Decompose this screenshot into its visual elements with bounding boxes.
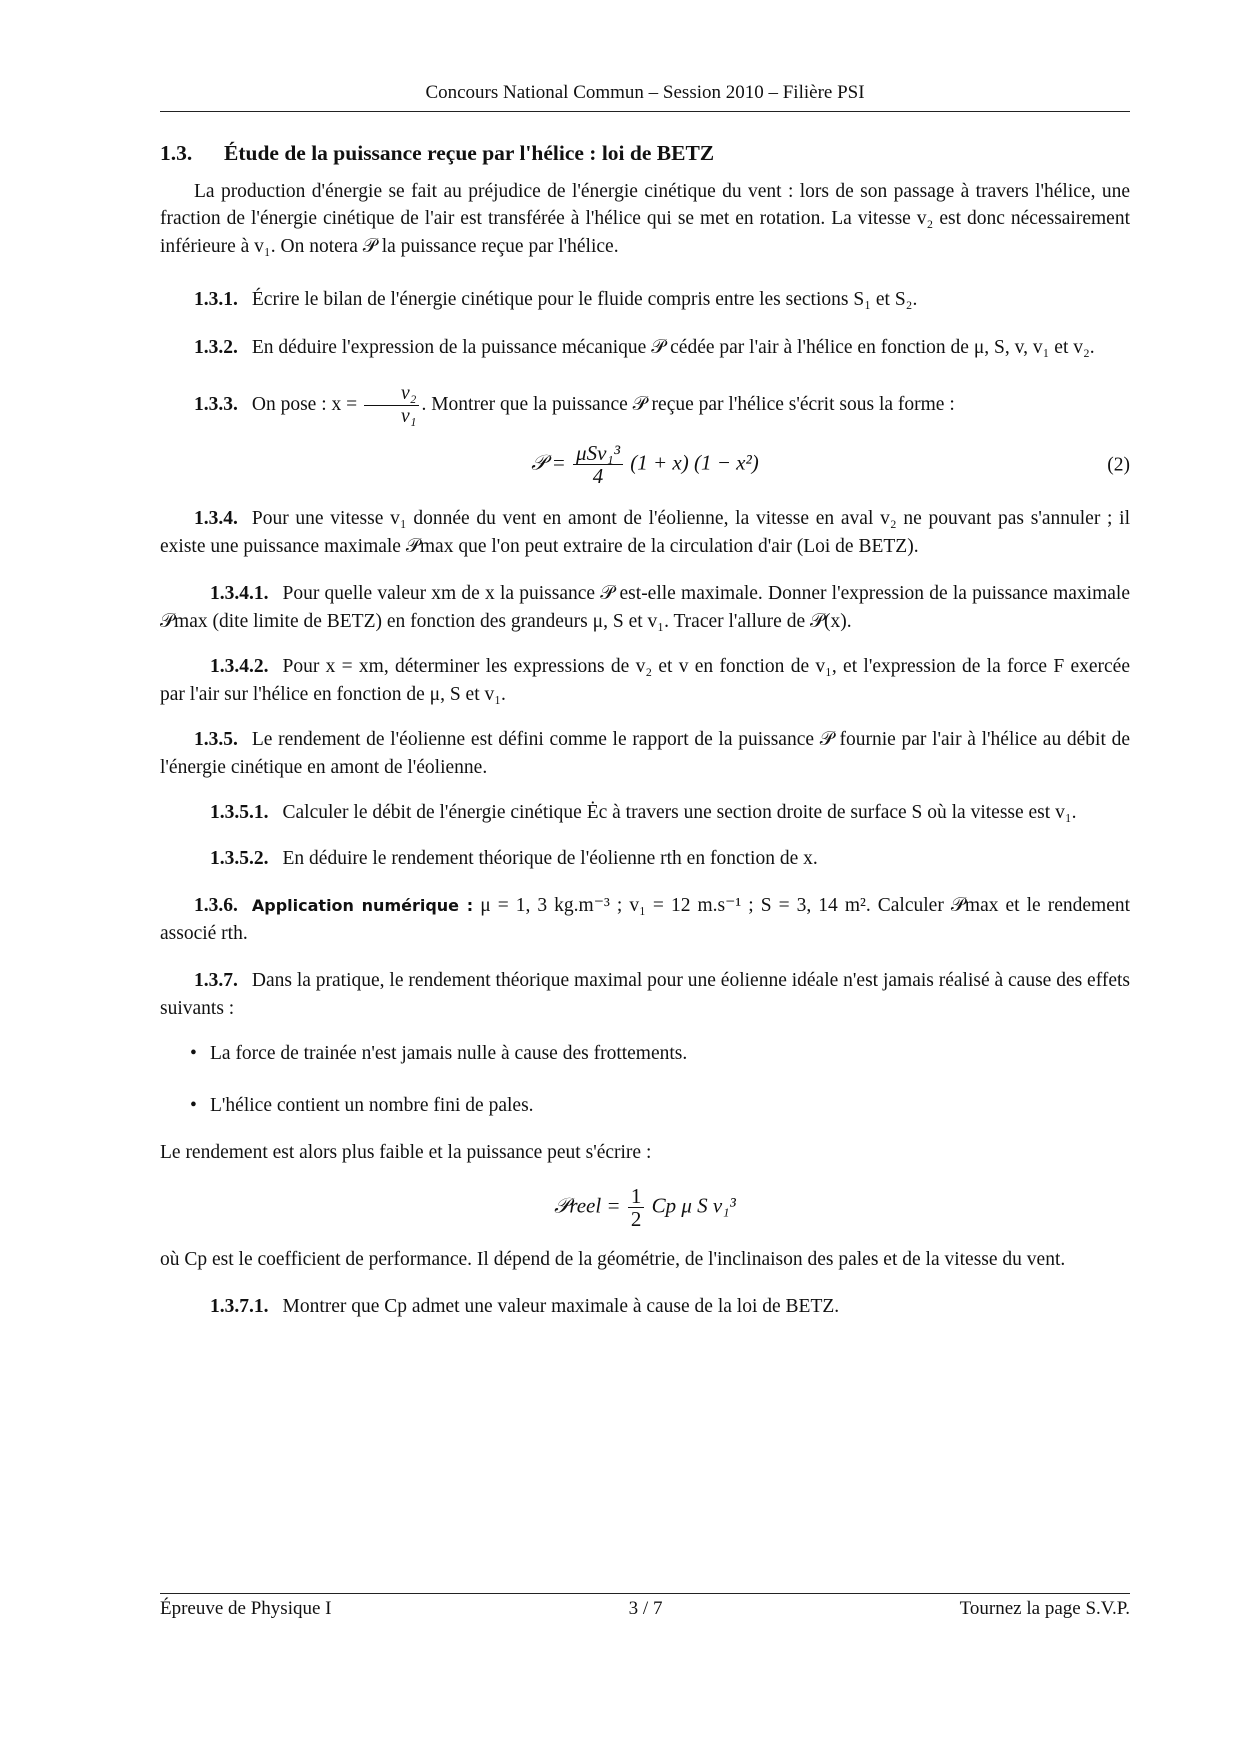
footer-left: Épreuve de Physique I [160,1598,332,1619]
list-item: • La force de trainée n'est jamais nulle à cause des frottements. [190,1040,1130,1068]
question-1-3-2 [160,334,1130,362]
question-text: Dans la pratique, le rendement théorique maximal pour une éolienne idéale n'est jamais réalisé à cause des effets suivants : [160,970,1131,1019]
question-text: Écrire le bilan de l'énergie cinétique pour le fluide compris entre les sections S₁ et S₂. [251,289,918,310]
question-text-b: . Montrer que la puissance 𝒫 reçue par l'hélice s'écrit sous la forme : [421,393,955,415]
question-text: Le rendement de l'éolienne est défini comme le rapport de la puissance 𝒫 fournie par l'air à l'hélice au débit de l'énergie cinétique en amont de l'éolienne. [160,729,1130,778]
application-label: Application numérique : [251,896,474,915]
question-text: μ = 1, 3 kg.m⁻³ ; v₁ = 12 m.s⁻¹ ; S = 3, 14 m². Calculer 𝒫max et le rendement associé rth. [160,895,1131,944]
footer-right: Tournez la page S.V.P. [959,1598,1130,1619]
question-1-3-6 [160,892,1130,947]
question-text: Pour une vitesse v₁ donnée du vent en amont de l'éolienne, la vitesse en aval v₂ ne pouvant pas s'annuler ; il existe une puissance maximale 𝒫max que l'on peut extraire de la circulation d'air (Loi de BETZ). [160,508,1130,557]
question-number: 1.3.3. [194,393,238,415]
section-number: 1.3. [160,141,193,165]
question-1-3-7 [160,967,1130,1022]
fraction-denominator: v₁ [401,406,417,427]
list-item: • L'hélice contient un nombre fini de pales. [190,1092,1130,1120]
equation-2 [160,442,1130,487]
intro-paragraph: La production d'énergie se fait au préjudice de l'énergie cinétique du vent : lors de son passage à travers l'hélice, une fraction de l'énergie cinétique de l'air est transférée à l'hélice qui se met en rotation. La vitesse v₂ est donc nécessairement inférieure à v₁. On notera 𝒫 la puissance reçue par l'hélice. [160,180,1130,257]
question-1-3-4-1 [160,580,1130,635]
question-number: 1.3.7. [194,970,238,991]
page-number: 3 / 7 [628,1598,663,1619]
question-1-3-4 [160,505,1130,560]
equation-lhs: 𝒫reel = [554,1192,621,1217]
question-text: Montrer que Cp admet une valeur maximale à cause de la loi de BETZ. [282,1296,840,1317]
question-number: 1.3.2. [194,336,238,358]
question-text: Pour quelle valeur xm de x la puissance 𝒫 est-elle maximale. Donner l'expression de la puissance maximale 𝒫max (dite limite de BETZ) en fonction des grandeurs μ, S et v₁. Tracer l'allure de 𝒫(x). [160,583,1130,632]
question-number: 1.3.5.1. [210,802,269,823]
question-number: 1.3.5. [194,729,238,750]
question-1-3-5 [160,726,1130,781]
section-title-text: Étude de la puissance reçue par l'hélice : loi de BETZ [224,141,715,165]
question-1-3-3 [160,383,1130,428]
question-text-a: On pose : x = [251,393,358,415]
fraction-denominator: 4 [592,464,604,488]
equation-preel [160,1185,1130,1230]
question-text: Calculer le débit de l'énergie cinétique Ėc à travers une section droite de surface S où la vitesse est v₁. [282,802,1077,823]
question-number: 1.3.5.2. [210,847,269,869]
section-title [160,140,1130,168]
question-text: En déduire l'expression de la puissance mécanique 𝒫 cédée par l'air à l'hélice en fonction de μ, S, v, v₁ et v₂. [251,336,1095,358]
question-number: 1.3.1. [194,289,238,310]
equation-fraction [628,1185,645,1230]
equation-tag: (2) [1107,453,1130,475]
question-1-3-5-2 [160,845,1130,873]
question-1-3-1 [160,286,1130,314]
question-number: 1.3.6. [194,895,238,916]
cp-description: où Cp est le coefficient de performance. Il dépend de la géométrie, de l'inclinaison des pales et de la vitesse du vent. [160,1248,1066,1270]
question-number: 1.3.4.2. [210,656,269,677]
question-number: 1.3.7.1. [210,1296,269,1317]
question-text: Pour x = xm, déterminer les expressions de v₂ et v en fonction de v₁, et l'expression de la force F exercée par l'air sur l'hélice en fonction de μ, S et v₁. [160,656,1130,705]
footer-rule [160,1593,1130,1594]
fraction-denominator: 2 [630,1206,642,1231]
page-content [160,140,1130,1321]
page-footer [160,1598,1130,1620]
question-1-3-5-1 [160,799,1130,827]
header-rule [160,111,1130,112]
fraction-numerator: v₂ [364,383,419,406]
question-text: En déduire le rendement théorique de l'éolienne rth en fonction de x. [282,847,818,869]
question-1-3-7-1 [160,1293,1130,1321]
page-header: Concours National Commun – Session 2010 – Filière PSI [425,82,865,103]
question-1-3-4-2 [160,653,1130,708]
fraction-numerator: 1 [628,1185,645,1208]
equation-rhs: (1 + x) (1 − x²) [630,450,759,475]
equation-lhs: 𝒫 = [531,450,566,475]
question-number: 1.3.4. [194,508,238,529]
equation-fraction [573,442,623,487]
after-bullets-text: Le rendement est alors plus faible et la puissance peut s'écrire : [160,1142,652,1163]
effects-list [160,1040,1130,1119]
fraction-x [364,383,419,428]
equation-rhs: Cp μ S v₁³ [651,1192,736,1217]
question-number: 1.3.4.1. [210,583,269,604]
fraction-numerator: μSv₁³ [573,442,623,465]
